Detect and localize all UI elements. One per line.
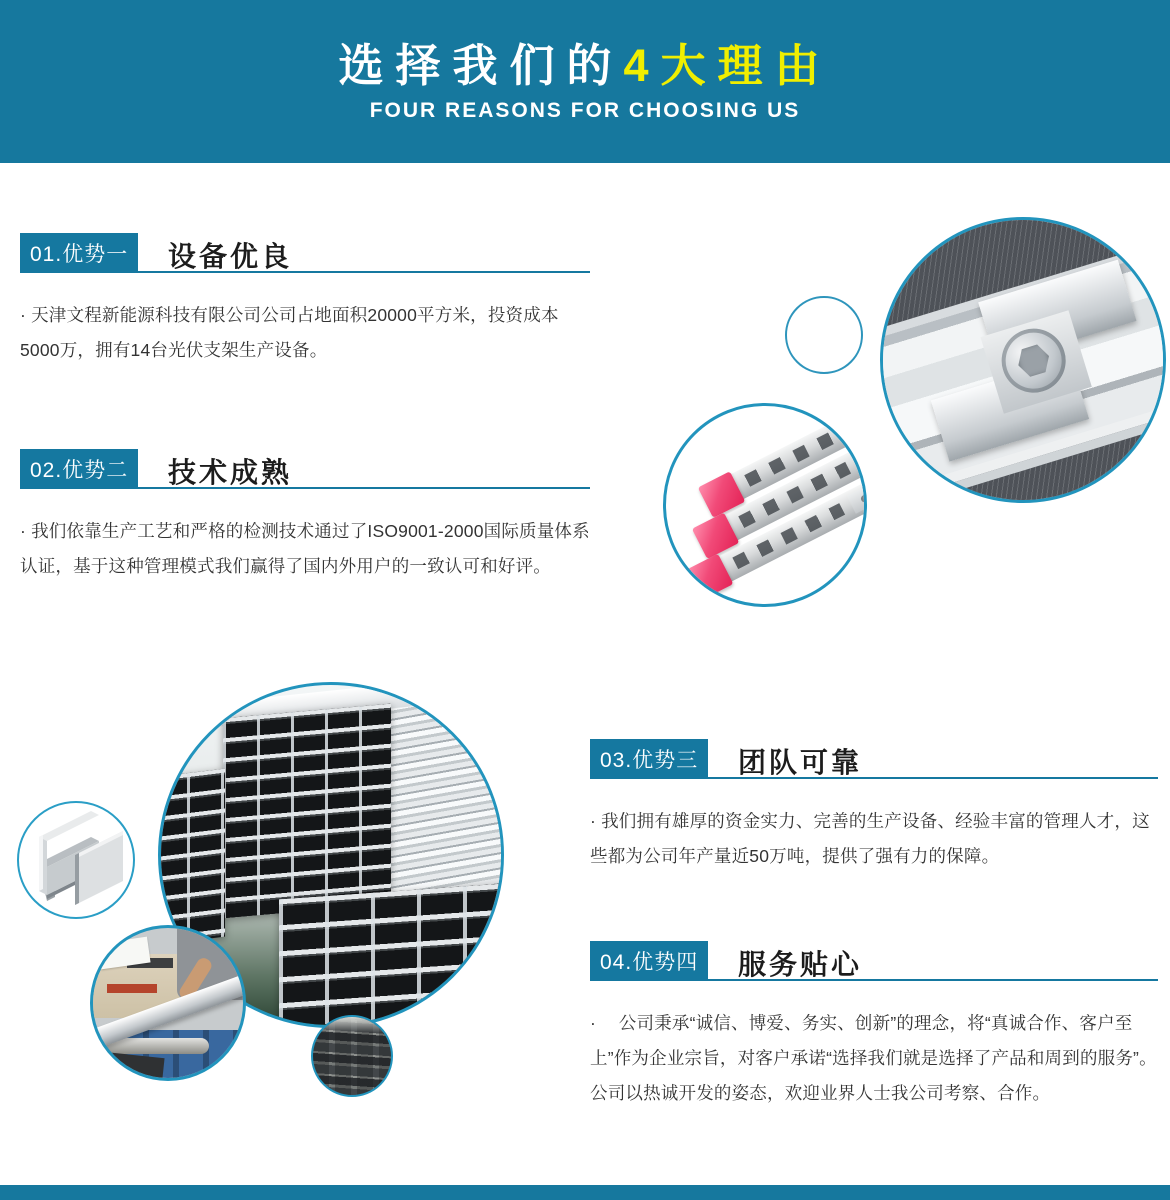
steel-bundles-photo-circle	[311, 1015, 393, 1097]
brackets-photo-circle	[663, 403, 867, 607]
section-2-badge: 02.优势二	[20, 449, 138, 489]
bundles-highlight	[313, 1017, 391, 1033]
section-2-title: 技术成熟	[168, 457, 293, 488]
page-title-highlight: 4大理由	[623, 39, 832, 91]
hex-socket	[1014, 341, 1054, 381]
machine-label	[107, 984, 157, 993]
section-3-badge: 03.优势三	[590, 739, 708, 779]
bottom-band	[0, 1185, 1170, 1200]
section-3-title: 团队可靠	[738, 747, 863, 778]
factory-machine-photo-circle	[90, 925, 246, 1081]
decor-outline-circle	[785, 296, 863, 374]
u-channel-illustration	[19, 803, 133, 917]
u-channel-photo-circle	[17, 801, 135, 919]
pink-end-cap	[686, 554, 734, 601]
section-4-badge: 04.优势四	[590, 941, 708, 981]
section-2-paragraph: · 我们依靠生产工艺和严格的检测技术通过了ISO9001-2000国际质量体系认证，基于这种管理模式我们赢得了国内外用户的一致认可和好评。	[20, 521, 590, 576]
brackets-illustration	[663, 403, 867, 607]
header-band	[0, 0, 1170, 163]
section-1-paragraph: · 天津文程新能源科技有限公司公司占地面积20000平方米，投资成本5000万，拥有14台光伏支架生产设备。	[20, 305, 559, 360]
page-title	[338, 40, 831, 92]
section-1-title: 设备优良	[168, 241, 293, 272]
section-1-badge: 01.优势一	[20, 233, 138, 273]
page-title-main: 选择我们的	[338, 39, 624, 91]
channel-stack	[223, 704, 391, 919]
page-subtitle: FOUR REASONS FOR CHOOSING US	[369, 99, 801, 123]
solar-clamp-photo-circle	[880, 217, 1166, 503]
solar-clamp-illustration	[880, 217, 1166, 503]
section-3-paragraph: · 我们拥有雄厚的资金实力、完善的生产设备、经验丰富的管理人才，这些都为公司年产量近50万吨，提供了强有力的保障。	[590, 811, 1150, 866]
section-4-paragraph: · 公司秉承“诚信、博爱、务实、创新”的理念，将“真诚合作、客户至上”作为企业宗旨，对客户承诺“选择我们就是选择了产品和周到的服务”。公司以热诚开发的姿态，欢迎业界人士我公司考察、合作。	[590, 1013, 1157, 1103]
channel-stack	[158, 769, 225, 946]
section-4-title: 服务贴心	[738, 949, 863, 980]
channel-stack	[279, 883, 504, 1028]
